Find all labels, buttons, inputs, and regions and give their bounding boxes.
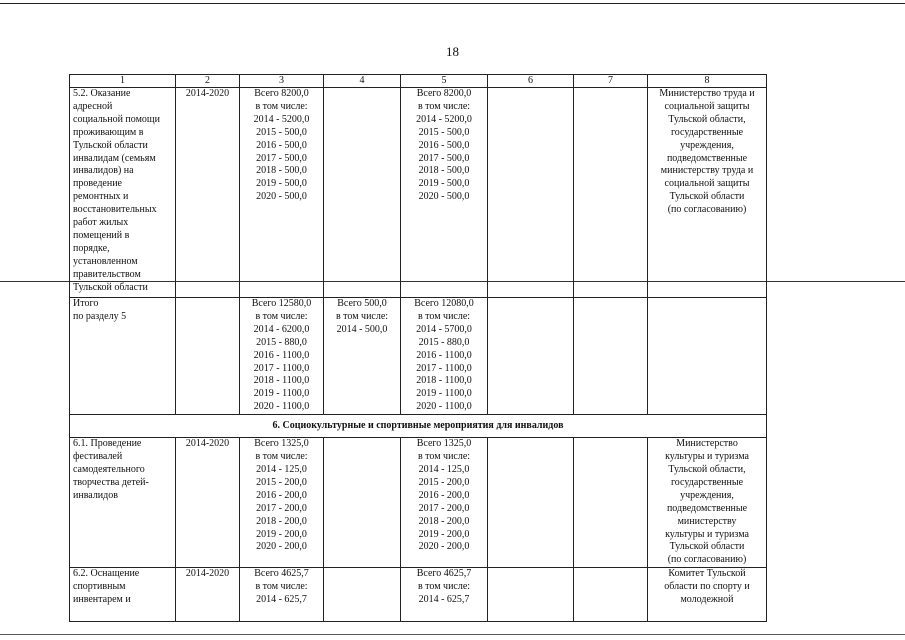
cell-text-line: порядке,: [73, 242, 110, 254]
cell-text-line: 2020 - 1100,0: [253, 401, 310, 413]
column-7-cell: [574, 568, 648, 622]
cell-text-line: 5.2. Оказание: [73, 88, 131, 99]
cell-text-line: (по согласованию): [667, 554, 747, 566]
cell-text-line: области по спорту и: [664, 581, 750, 593]
cell-text-line: 2018 - 500,0: [418, 165, 470, 177]
period-cell: [176, 438, 240, 568]
cell-text-line: 2018 - 500,0: [256, 165, 307, 177]
cell-text-line: 2016 - 500,0: [256, 139, 307, 151]
scan-border-top: [0, 3, 905, 4]
federal-funding-cell: [324, 88, 401, 298]
cell-text-line: подведомственные: [666, 152, 748, 164]
cell-text-line: инвалидов) на: [73, 165, 134, 177]
cell-text-line: Тульской области,: [668, 113, 746, 125]
cell-text-line: в том числе:: [417, 581, 471, 593]
cell-text-line: Тульской области,: [668, 463, 746, 475]
cell-text-line: Всего 1325,0: [416, 438, 472, 450]
cell-text-line: 2014-2020: [185, 88, 230, 99]
cell-text-line: в том числе:: [255, 310, 308, 322]
regional-funding-cell: [401, 568, 488, 622]
column-6-cell: [488, 568, 574, 622]
cell-text-line: 2014 - 5700,0: [416, 323, 472, 335]
cell-text-line: государственные: [670, 126, 744, 138]
cell-text-line: спортивным: [73, 581, 126, 593]
column-number: 3: [240, 75, 324, 88]
column-number: 8: [648, 75, 767, 88]
cell-text-line: Всего 1325,0: [254, 438, 309, 450]
period-cell: [176, 88, 240, 298]
column-number-row: [70, 75, 767, 88]
cell-text-line: Всего 8200,0: [254, 88, 309, 99]
activity-cell: [70, 88, 176, 298]
table-row: [70, 438, 767, 568]
cell-text-line: работ жилых: [73, 217, 129, 229]
column-number: 4: [324, 75, 401, 88]
cell-text-line: 2020 - 1100,0: [416, 401, 472, 413]
table-row: [70, 568, 767, 622]
cell-text-line: Тульской области: [669, 191, 745, 203]
total-funding-cell: [240, 298, 324, 415]
column-number: 7: [574, 75, 648, 88]
cell-text-line: Тульской области: [73, 281, 148, 293]
cell-text-line: творчества детей-: [73, 476, 149, 488]
cell-text-line: министерству труда и: [660, 165, 754, 177]
cell-text-line: учреждения,: [680, 139, 734, 151]
cell-text-line: 2020 - 500,0: [418, 191, 470, 203]
scan-border-bottom: [0, 634, 905, 635]
cell-text-line: по разделу 5: [73, 310, 127, 322]
activity-cell: [70, 438, 176, 568]
cell-text-line: 2017 - 200,0: [418, 502, 470, 514]
cell-text-line: социальной защиты: [664, 178, 750, 190]
cell-text-line: 2014 - 625,7: [418, 594, 470, 606]
cell-text-line: 6.2. Оснащение: [73, 568, 140, 580]
period-cell: [176, 568, 240, 622]
cell-text-line: правительством: [73, 268, 141, 280]
cell-text-line: Тульской области: [73, 139, 148, 151]
cell-text-line: 2018 - 200,0: [418, 515, 470, 527]
activity-cell: [70, 298, 176, 415]
cell-text-line: 2016 - 1100,0: [416, 349, 472, 361]
cell-text-line: культуры и туризма: [665, 528, 749, 540]
cell-text-line: Всего 12080,0: [414, 298, 474, 309]
cell-text-line: 2014 - 5200,0: [253, 113, 310, 125]
total-funding-cell: [240, 568, 324, 622]
period-cell: [176, 298, 240, 415]
cell-text-line: Комитет Тульской: [668, 568, 746, 580]
cell-text-line: 2017 - 1100,0: [416, 362, 472, 374]
cell-text-line: фестивалей: [73, 451, 123, 463]
cell-text-line: 2017 - 1100,0: [253, 362, 310, 374]
cell-text-line: культуры и туризма: [665, 451, 749, 463]
column-7-cell: [574, 298, 648, 415]
cell-text-line: восстановительных: [73, 204, 157, 216]
cell-text-line: социальной помощи: [73, 113, 160, 125]
column-number: 2: [176, 75, 240, 88]
cell-text-line: 2014-2020: [185, 568, 230, 580]
cell-text-line: в том числе:: [335, 310, 389, 322]
cell-text-line: 2017 - 500,0: [418, 152, 470, 164]
cell-text-line: Всего 500,0: [337, 298, 387, 309]
cell-text-line: 2019 - 1100,0: [416, 388, 472, 400]
cell-text-line: подведомственные: [666, 502, 748, 514]
cell-text-line: Министерство: [676, 438, 738, 450]
responsible-executor-cell: [648, 88, 767, 298]
table-row: [70, 88, 767, 298]
cell-text-line: Министерство труда и: [659, 88, 755, 99]
column-6-cell: [488, 438, 574, 568]
cell-text-line: 2015 - 500,0: [256, 126, 307, 138]
cell-text-line: Всего 8200,0: [416, 88, 472, 99]
federal-funding-cell: [324, 438, 401, 568]
cell-text-line: помещений в: [73, 229, 130, 241]
cell-text-line: в том числе:: [255, 100, 308, 112]
cell-text-line: Всего 12580,0: [251, 298, 312, 309]
responsible-executor-cell: [648, 298, 767, 415]
cell-text-line: 2015 - 200,0: [256, 476, 307, 488]
cell-text-line: проведение: [73, 178, 122, 190]
cell-text-line: самодеятельного: [73, 463, 145, 475]
cell-text-line: 2018 - 1100,0: [416, 375, 472, 387]
column-7-cell: [574, 88, 648, 298]
cell-text-line: в том числе:: [255, 451, 308, 463]
responsible-executor-cell: [648, 568, 767, 622]
regional-funding-cell: [401, 88, 488, 298]
cell-text-line: 2015 - 500,0: [418, 126, 470, 138]
cell-text-line: инвалидов: [73, 489, 118, 501]
cell-text-line: проживающим в: [73, 126, 144, 138]
section-heading-row: [70, 415, 767, 438]
cell-text-line: молодежной: [680, 594, 734, 606]
regional-funding-cell: [401, 298, 488, 415]
column-6-cell: [488, 298, 574, 415]
table-row: [70, 298, 767, 415]
cell-text-line: 2019 - 200,0: [256, 528, 307, 540]
column-number: 5: [401, 75, 488, 88]
cell-text-line: 2019 - 500,0: [256, 178, 307, 190]
cell-text-line: министерству: [677, 515, 737, 527]
cell-text-line: 2016 - 200,0: [418, 489, 470, 501]
cell-text-line: (по согласованию): [667, 204, 747, 216]
total-funding-cell: [240, 438, 324, 568]
cell-text-line: инвалидам (семьям: [73, 152, 156, 164]
cell-text-line: 6.1. Проведение: [73, 438, 142, 450]
cell-text-line: 2019 - 1100,0: [253, 388, 310, 400]
cell-text-line: Всего 4625,7: [416, 568, 472, 580]
cell-text-line: 2014-2020: [185, 438, 230, 450]
cell-text-line: инвентарем и: [73, 594, 131, 606]
cell-text-line: 2016 - 1100,0: [253, 349, 310, 361]
cell-text-line: 2018 - 1100,0: [253, 375, 310, 387]
cell-text-line: 2017 - 200,0: [256, 502, 307, 514]
cell-text-line: 2020 - 500,0: [256, 191, 307, 203]
cell-text-line: 2016 - 200,0: [256, 489, 307, 501]
cell-text-line: 2014 - 625,7: [256, 594, 307, 606]
section-title: 6. Социокультурные и спортивные мероприятия для инвалидов: [70, 415, 767, 438]
cell-text-line: ремонтных и: [73, 191, 129, 203]
cell-text-line: государственные: [670, 476, 744, 488]
cell-text-line: адресной: [73, 100, 113, 112]
cell-text-line: 2014 - 125,0: [256, 463, 307, 475]
federal-funding-cell: [324, 298, 401, 415]
cell-text-line: в том числе:: [417, 310, 471, 322]
cell-text-line: 2014 - 125,0: [418, 463, 470, 475]
cell-text-line: Всего 4625,7: [254, 568, 309, 580]
regional-funding-cell: [401, 438, 488, 568]
column-6-cell: [488, 88, 574, 298]
total-funding-cell: [240, 88, 324, 298]
cell-text-line: Тульской области: [669, 541, 745, 553]
cell-text-line: 2014 - 500,0: [336, 323, 388, 335]
cell-text-line: в том числе:: [417, 100, 471, 112]
cell-text-line: 2017 - 500,0: [256, 152, 307, 164]
cell-text-line: 2019 - 200,0: [418, 528, 470, 540]
cell-text-line: в том числе:: [255, 581, 308, 593]
program-table: [69, 74, 767, 622]
cell-text-line: 2018 - 200,0: [256, 515, 307, 527]
cell-text-line: 2014 - 5200,0: [416, 113, 472, 125]
federal-funding-cell: [324, 568, 401, 622]
cell-text-line: 2014 - 6200,0: [253, 323, 310, 335]
activity-cell: [70, 568, 176, 622]
responsible-executor-cell: [648, 438, 767, 568]
cell-text-line: в том числе:: [417, 451, 471, 463]
column-number: 6: [488, 75, 574, 88]
cell-text-line: Итого: [73, 298, 99, 309]
column-number: 1: [70, 75, 176, 88]
cell-text-line: 2020 - 200,0: [418, 541, 470, 553]
cell-text-line: 2015 - 880,0: [418, 336, 470, 348]
cell-text-line: 2015 - 200,0: [418, 476, 470, 488]
cell-text-line: учреждения,: [680, 489, 734, 501]
cell-text-line: установленном: [73, 255, 138, 267]
cell-text-line: 2016 - 500,0: [418, 139, 470, 151]
page-number: 18: [446, 44, 459, 59]
cell-text-line: 2015 - 880,0: [256, 336, 307, 348]
column-7-cell: [574, 438, 648, 568]
cell-text-line: социальной защиты: [664, 100, 750, 112]
cell-text-line: 2019 - 500,0: [418, 178, 470, 190]
cell-text-line: 2020 - 200,0: [256, 541, 307, 553]
